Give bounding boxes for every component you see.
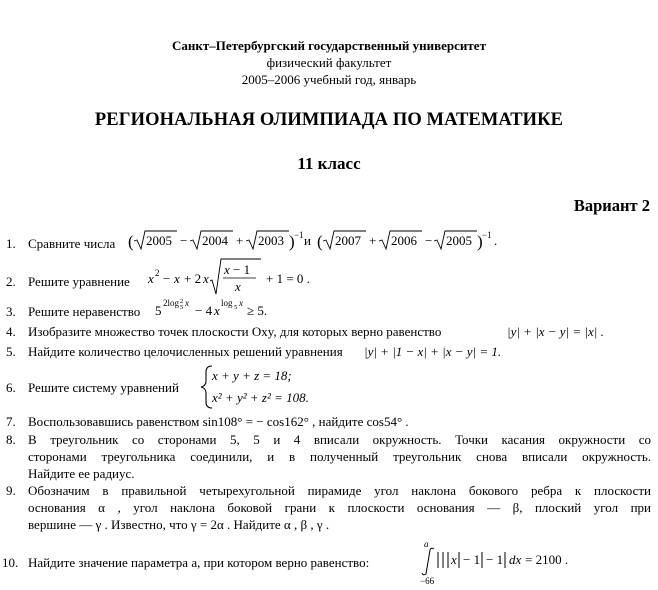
problem-number: 4. bbox=[6, 324, 16, 339]
problem-number: 7. bbox=[6, 414, 16, 429]
svg-text:2: 2 bbox=[180, 298, 184, 305]
problem-number: 3. bbox=[6, 304, 16, 319]
svg-text:2007: 2007 bbox=[335, 233, 361, 248]
problem-text: Воспользовавшись равенством sin108° = − cos162° , найдите cos54° . bbox=[28, 414, 409, 429]
problem-line: В треугольник со сторонами 5, 5 и 4 вписали окружность. Точки касания окружности со bbox=[28, 432, 651, 447]
problem-9 bbox=[0, 482, 658, 534]
problem-text: Найдите значение параметра a, при котором верно равенство: bbox=[28, 555, 370, 570]
problem-number: 1. bbox=[6, 236, 16, 251]
svg-text:x: x bbox=[239, 298, 243, 308]
equation-1: x + y + z = 18; bbox=[212, 368, 292, 383]
problem-text: Решите неравенство bbox=[28, 304, 141, 319]
svg-text:x: x bbox=[214, 303, 220, 318]
problem-text: Сравните числа bbox=[28, 236, 116, 251]
svg-text:5: 5 bbox=[155, 303, 162, 318]
svg-text:≥ 5.: ≥ 5. bbox=[247, 303, 268, 318]
svg-text:+ 1 = 0 .: + 1 = 0 . bbox=[266, 271, 310, 286]
svg-text:x: x bbox=[451, 552, 457, 567]
problem-3 bbox=[0, 298, 658, 321]
svg-text:= 2100 .: = 2100 . bbox=[525, 552, 569, 567]
equation-2: x² + y² + z² = 108. bbox=[212, 390, 309, 405]
problem-7 bbox=[0, 413, 658, 431]
svg-text:a: a bbox=[424, 539, 429, 549]
svg-text:x: x bbox=[203, 271, 209, 286]
svg-text:и: и bbox=[304, 233, 311, 248]
svg-text:2: 2 bbox=[155, 268, 160, 278]
svg-text:2003: 2003 bbox=[258, 233, 284, 248]
svg-text:x: x bbox=[174, 271, 180, 286]
problem-1 bbox=[0, 230, 658, 257]
svg-text:+: + bbox=[369, 233, 377, 248]
svg-text:2004: 2004 bbox=[202, 233, 228, 248]
problem-6 bbox=[0, 364, 658, 410]
problem-number: 6. bbox=[6, 380, 16, 395]
svg-text:− 1: − 1 bbox=[233, 262, 251, 277]
problem-line: основания α , угол наклона боковой грани к плоскости основания — β, плоский угол при bbox=[28, 500, 651, 515]
svg-text:2005: 2005 bbox=[446, 233, 472, 248]
svg-text:log: log bbox=[221, 298, 233, 308]
svg-text:x: x bbox=[185, 298, 189, 308]
problem-2 bbox=[0, 262, 658, 299]
svg-text:.: . bbox=[494, 233, 498, 248]
academic-year: 2005–2006 учебный год, январь bbox=[241, 72, 417, 87]
svg-text:2log: 2log bbox=[163, 298, 180, 308]
svg-text:+ 2: + 2 bbox=[184, 271, 202, 286]
problem-number: 8. bbox=[6, 432, 16, 447]
faculty-name: физический факультет bbox=[266, 55, 392, 70]
problem-line: Обозначим в правильной четырехугольной пирамиде угол наклона бокового ребра к плоскости bbox=[28, 483, 651, 498]
math-expression bbox=[128, 229, 498, 255]
svg-text:(: ( bbox=[128, 232, 134, 251]
math-expression: |y| + |x − y| = |x| . bbox=[507, 324, 604, 339]
svg-text:−: − bbox=[180, 233, 188, 248]
problem-line: Найдите ее радиус. bbox=[28, 466, 135, 481]
math-expression bbox=[155, 295, 275, 319]
problem-number: 9. bbox=[6, 483, 16, 498]
svg-text:−: − bbox=[425, 233, 433, 248]
svg-text:x: x bbox=[148, 271, 154, 286]
svg-text:): ) bbox=[477, 232, 483, 251]
problem-number: 2. bbox=[6, 274, 16, 289]
svg-text:− 1: − 1 bbox=[486, 552, 504, 567]
problem-line: сторонами треугольника соединили, и в полученный треугольник снова вписали окружность. bbox=[28, 449, 651, 464]
problem-text: Найдите количество целочисленных решений уравнения bbox=[28, 344, 343, 359]
svg-text:5: 5 bbox=[234, 304, 238, 311]
problem-number: 5. bbox=[6, 344, 16, 359]
problem-line: вершине — γ . Известно, что γ = 2α . Найдите α , β , γ . bbox=[28, 517, 330, 532]
svg-text:− 1: − 1 bbox=[463, 552, 481, 567]
svg-text:5: 5 bbox=[180, 304, 184, 311]
svg-text:): ) bbox=[289, 232, 295, 251]
problem-8 bbox=[0, 431, 658, 483]
problem-10 bbox=[0, 539, 658, 588]
svg-text:+: + bbox=[236, 233, 244, 248]
olympiad-title: РЕГИОНАЛЬНАЯ ОЛИМПИАДА ПО МАТЕМАТИКЕ bbox=[94, 110, 564, 130]
svg-text:(: ( bbox=[317, 232, 323, 251]
variant-label: Вариант 2 bbox=[573, 196, 650, 215]
svg-text:x: x bbox=[224, 262, 230, 277]
svg-text:−1: −1 bbox=[482, 230, 492, 240]
problem-number: 10. bbox=[2, 555, 19, 570]
integral-expression bbox=[414, 540, 614, 586]
problem-4 bbox=[0, 323, 658, 341]
svg-text:−: − bbox=[163, 271, 171, 286]
svg-text:2005: 2005 bbox=[146, 233, 172, 248]
problem-text: Решите систему уравнений bbox=[28, 380, 179, 395]
problem-text: Изобразите множество точек плоскости Oxy, для которых верно равенство bbox=[28, 324, 442, 339]
svg-text:−1: −1 bbox=[294, 230, 304, 240]
problem-text: Решите уравнение bbox=[28, 274, 130, 289]
university-name: Санкт–Петербургский государственный университет bbox=[172, 38, 486, 53]
svg-text:x: x bbox=[235, 279, 241, 294]
svg-text:dx: dx bbox=[509, 552, 522, 567]
svg-text:2006: 2006 bbox=[391, 233, 417, 248]
grade-label: 11 класс bbox=[297, 154, 361, 173]
problem-5 bbox=[0, 343, 658, 361]
math-expression: |y| + |1 − x| + |x − y| = 1. bbox=[364, 344, 502, 359]
svg-text:− 4: − 4 bbox=[195, 303, 213, 318]
svg-text:−66: −66 bbox=[420, 576, 435, 586]
